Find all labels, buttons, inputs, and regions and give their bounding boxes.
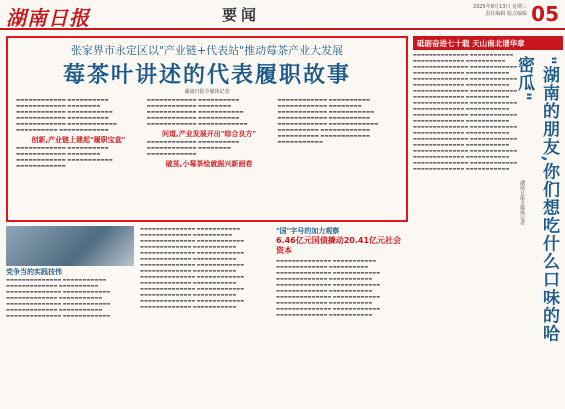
body-text-placeholder: ▬▬▬▬▬▬▬▬▬▬▬▬ ▬▬▬▬▬▬▬▬▬▬ ▬▬▬▬▬▬▬▬▬▬▬▬ ▬▬▬▬▬▬▬▬ ▬▬▬▬▬▬▬▬▬▬▬▬ [146, 140, 240, 157]
lower-mid2-kicker: "国"字号的加力观察 [276, 227, 340, 235]
body-text-placeholder: ▬▬▬▬▬▬▬▬▬▬▬▬ ▬▬▬▬▬▬▬▬▬▬ ▬▬▬▬▬▬▬▬▬▬▬▬ ▬▬▬▬▬▬▬▬ ▬▬▬▬▬▬▬▬▬▬▬▬ ▬▬▬▬▬▬▬▬▬▬▬ ▬▬▬▬▬▬▬▬▬▬▬▬ ▬▬▬▬▬▬▬▬▬▬ ▬▬▬▬▬▬▬▬▬▬▬▬ ▬▬▬▬▬▬▬▬▬▬▬▬ ▬▬▬▬▬▬▬▬▬▬ ▬▬▬▬▬▬▬▬▬▬▬▬ [16, 98, 117, 133]
story-photo [6, 226, 134, 266]
lower-left-story[interactable]: 党争当的实践技伟 ▬▬▬▬▬▬▬▬▬▬▬▬▬▬ ▬▬▬▬▬▬▬▬▬▬▬ ▬▬▬▬▬▬▬▬▬▬▬▬▬ ▬▬▬▬▬▬▬▬▬▬ ▬▬▬▬▬▬▬▬▬▬▬▬▬▬ ▬▬▬▬▬▬▬▬▬▬▬▬ ▬▬▬▬▬▬▬▬▬▬▬▬▬ ▬▬▬▬▬▬▬▬▬▬▬ ▬▬▬▬▬▬▬▬▬▬▬▬▬▬ ▬▬▬▬▬▬▬▬▬▬▬▬ ▬▬▬▬▬▬▬▬▬▬▬▬▬ ▬▬▬▬▬▬▬▬▬▬▬ ▬▬▬▬▬▬▬▬▬▬▬▬▬▬ ▬▬▬▬▬▬▬▬▬▬▬▬ [6, 226, 134, 406]
date-line: 2025年8月13日 星期三 责任编辑 版式编辑 [473, 4, 527, 17]
vertical-headline[interactable]: "湖南的朋友,你们想吃什么口味的哈密瓜" [514, 56, 559, 343]
page-number: 05 [531, 2, 559, 26]
lead-column [16, 98, 141, 220]
lead-subhead-3: 破茧,小莓茶绘就振兴新画卷 [165, 160, 253, 168]
lead-headline[interactable]: 莓茶叶讲述的代表履职故事 [62, 62, 351, 88]
lead-story-box[interactable] [6, 36, 408, 222]
lower-mid2-story[interactable]: "国"字号的加力观察 6.46亿元国债撬动20.41亿元社会资本 ▬▬▬▬▬▬▬▬▬▬▬▬▬▬ ▬▬▬▬▬▬▬▬▬▬▬ ▬▬▬▬▬▬▬▬▬▬▬▬▬ ▬▬▬▬▬▬▬▬▬▬ ▬▬▬▬▬▬▬▬▬▬▬▬▬▬ ▬▬▬▬▬▬▬▬▬▬▬▬ ▬▬▬▬▬▬▬▬▬▬▬▬▬ ▬▬▬▬▬▬▬▬▬▬▬ ▬▬▬▬▬▬▬▬▬▬▬▬▬▬ ▬▬▬▬▬▬▬▬▬▬▬▬ ▬▬▬▬▬▬▬▬▬▬▬▬▬ ▬▬▬▬▬▬▬▬▬▬▬ ▬▬▬▬▬▬▬▬▬▬▬▬▬▬ ▬▬▬▬▬▬▬▬▬▬▬▬ ▬▬▬▬▬▬▬▬▬▬▬▬▬ ▬▬▬▬▬▬▬▬▬▬▬ ▬▬▬▬▬▬▬▬▬▬▬▬▬▬ ▬▬▬▬▬▬▬▬▬▬▬▬ ▬▬▬▬▬▬▬▬▬▬▬▬▬ ▬▬▬▬▬▬▬▬▬▬▬ [276, 226, 408, 406]
newspaper-logo: 湖南日报 [6, 6, 90, 30]
lower-mid-story[interactable]: ▬▬▬▬▬▬▬▬▬▬▬▬▬▬ ▬▬▬▬▬▬▬▬▬▬▬ ▬▬▬▬▬▬▬▬▬▬▬▬▬ ▬▬▬▬▬▬▬▬▬▬ ▬▬▬▬▬▬▬▬▬▬▬▬▬▬ ▬▬▬▬▬▬▬▬▬▬▬▬ ▬▬▬▬▬▬▬▬▬▬▬▬▬ ▬▬▬▬▬▬▬▬▬▬▬ ▬▬▬▬▬▬▬▬▬▬▬▬▬▬ ▬▬▬▬▬▬▬▬▬▬▬▬ ▬▬▬▬▬▬▬▬▬▬▬▬▬ ▬▬▬▬▬▬▬▬▬▬▬ ▬▬▬▬▬▬▬▬▬▬▬▬▬▬ ▬▬▬▬▬▬▬▬▬▬▬▬ ▬▬▬▬▬▬▬▬▬▬▬▬▬ ▬▬▬▬▬▬▬▬▬▬▬ ▬▬▬▬▬▬▬▬▬▬▬▬▬▬ ▬▬▬▬▬▬▬▬▬▬▬▬ ▬▬▬▬▬▬▬▬▬▬▬▬▬ ▬▬▬▬▬▬▬▬▬▬▬ ▬▬▬▬▬▬▬▬▬▬▬▬▬▬ ▬▬▬▬▬▬▬▬▬▬▬▬ ▬▬▬▬▬▬▬▬▬▬▬▬▬ ▬▬▬▬▬▬▬▬▬▬▬ ▬▬▬▬▬▬▬▬▬▬▬▬▬▬ ▬▬▬▬▬▬▬▬▬▬▬▬ ▬▬▬▬▬▬▬▬▬▬▬▬▬ ▬▬▬▬▬▬▬▬▬▬▬ [140, 226, 245, 309]
lead-byline: 湖南日报全媒体记者 [184, 89, 230, 95]
masthead [0, 0, 565, 30]
body-text-placeholder: ▬▬▬▬▬▬▬▬▬▬▬▬ ▬▬▬▬▬▬▬▬▬▬ ▬▬▬▬▬▬▬▬▬▬▬▬ ▬▬▬▬▬▬▬▬ ▬▬▬▬▬▬▬▬▬▬▬▬ ▬▬▬▬▬▬▬▬▬▬▬ ▬▬▬▬▬▬▬▬▬▬▬▬ ▬▬▬▬▬▬▬▬▬▬ ▬▬▬▬▬▬▬▬▬▬▬▬ ▬▬▬▬▬▬▬▬▬▬▬▬ [146, 98, 248, 127]
lead-column [277, 98, 402, 220]
body-text-placeholder: ▬▬▬▬▬▬▬▬▬▬▬▬ ▬▬▬▬▬▬▬▬▬▬ ▬▬▬▬▬▬▬▬▬▬▬▬ ▬▬▬▬▬▬▬▬ ▬▬▬▬▬▬▬▬▬▬▬▬ ▬▬▬▬▬▬▬▬▬▬▬ ▬▬▬▬▬▬▬▬▬▬▬▬ ▬▬▬▬▬▬▬▬▬▬ ▬▬▬▬▬▬▬▬▬▬▬▬ ▬▬▬▬▬▬▬▬▬▬▬▬ ▬▬▬▬▬▬▬▬▬▬ ▬▬▬▬▬▬▬▬▬▬▬▬ ▬▬▬▬▬▬▬▬▬▬ ▬▬▬▬▬▬▬▬▬▬▬▬ ▬▬▬▬▬▬▬▬▬▬▬ [277, 98, 379, 145]
right-banner[interactable]: 砥砺奋进七十载 天山南北谱华章 [413, 36, 563, 50]
lower-mid2-headline[interactable]: 6.46亿元国债撬动20.41亿元社会资本 [276, 236, 402, 255]
lead-columns [16, 98, 402, 220]
section-name: 要闻 [222, 6, 261, 24]
lead-subhead-2: 问道,产业发展开出"综合良方" [162, 130, 256, 138]
body-text-placeholder: ▬▬▬▬▬▬▬▬▬▬▬▬ ▬▬▬▬▬▬▬▬▬▬ ▬▬▬▬▬▬▬▬▬▬▬▬ ▬▬▬▬▬▬▬▬ ▬▬▬▬▬▬▬▬▬▬▬▬ ▬▬▬▬▬▬▬▬▬▬▬ ▬▬▬▬▬▬▬▬▬▬▬▬ [16, 146, 113, 169]
lead-subhead-1: 创新,产业链上建起"履职宝盒" [31, 136, 126, 144]
right-body-text: ▬▬▬▬▬▬▬▬▬▬▬▬▬▬ ▬▬▬▬▬▬▬▬▬▬▬ ▬▬▬▬▬▬▬▬▬▬▬▬▬ ▬▬▬▬▬▬▬▬▬▬ ▬▬▬▬▬▬▬▬▬▬▬▬▬▬ ▬▬▬▬▬▬▬▬▬▬▬▬ ▬▬▬▬▬▬▬▬▬▬▬▬▬ ▬▬▬▬▬▬▬▬▬▬▬ ▬▬▬▬▬▬▬▬▬▬▬▬▬▬ ▬▬▬▬▬▬▬▬▬▬▬▬ ▬▬▬▬▬▬▬▬▬▬▬▬▬ ▬▬▬▬▬▬▬▬▬▬▬ ▬▬▬▬▬▬▬▬▬▬▬▬▬▬ ▬▬▬▬▬▬▬▬▬▬▬▬ ▬▬▬▬▬▬▬▬▬▬▬▬▬ ▬▬▬▬▬▬▬▬▬▬▬ ▬▬▬▬▬▬▬▬▬▬▬▬▬▬ ▬▬▬▬▬▬▬▬▬▬▬▬ ▬▬▬▬▬▬▬▬▬▬▬▬▬ ▬▬▬▬▬▬▬▬▬▬▬ ▬▬▬▬▬▬▬▬▬▬▬▬▬▬ ▬▬▬▬▬▬▬▬▬▬▬▬ ▬▬▬▬▬▬▬▬▬▬▬▬▬ ▬▬▬▬▬▬▬▬▬▬▬ ▬▬▬▬▬▬▬▬▬▬▬▬▬▬ ▬▬▬▬▬▬▬▬▬▬▬▬ ▬▬▬▬▬▬▬▬▬▬▬▬▬ ▬▬▬▬▬▬▬▬▬▬▬ ▬▬▬▬▬▬▬▬▬▬▬▬▬▬ ▬▬▬▬▬▬▬▬▬▬▬▬ ▬▬▬▬▬▬▬▬▬▬▬▬▬ ▬▬▬▬▬▬▬▬▬▬▬ ▬▬▬▬▬▬▬▬▬▬▬▬▬▬ ▬▬▬▬▬▬▬▬▬▬▬▬ ▬▬▬▬▬▬▬▬▬▬▬▬▬ ▬▬▬▬▬▬▬▬▬▬▬ ▬▬▬▬▬▬▬▬▬▬▬▬▬▬ ▬▬▬▬▬▬▬▬▬▬▬▬ ▬▬▬▬▬▬▬▬▬▬▬▬▬ ▬▬▬▬▬▬▬▬▬▬▬ [413, 52, 518, 171]
vertical-byline: 湖南日报全媒体记者 [519, 180, 525, 225]
lead-column [147, 98, 272, 220]
lead-kicker: 张家界市永定区以"产业链+代表站"推动莓茶产业大发展 [70, 44, 344, 57]
lower-left-headline[interactable]: 党争当的实践技伟 [6, 268, 62, 276]
